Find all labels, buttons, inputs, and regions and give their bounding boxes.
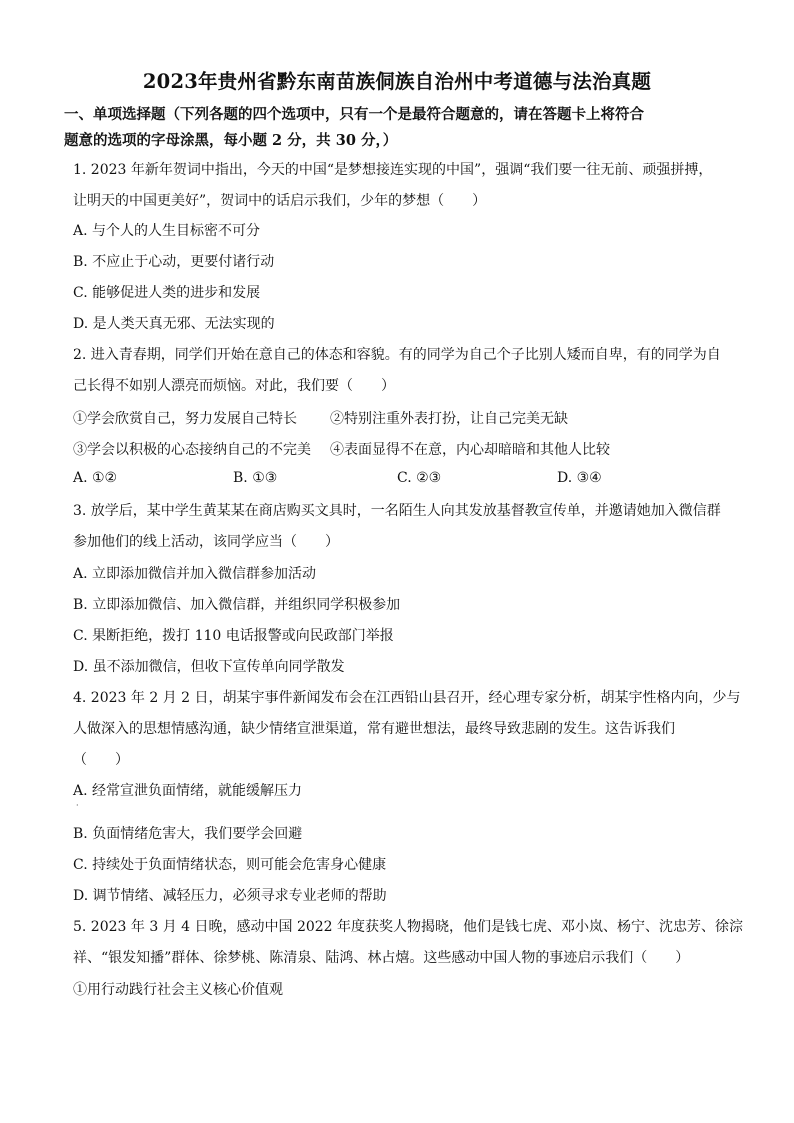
q2-option-b[interactable]: B. ①③ [233, 470, 278, 486]
q3-option-d[interactable]: D. 虽不添加微信，但收下宣传单向同学散发 [73, 659, 345, 675]
q4-option-d[interactable]: D. 调节情绪、减轻压力，必须寻求专业老师的帮助 [73, 888, 387, 904]
q1-option-d[interactable]: D. 是人类天真无邪、无法实现的 [73, 316, 275, 332]
q4-option-a[interactable]: A. 经常宣泄负面情绪，就能缓解压力 [73, 783, 303, 799]
q5-statement-1: ①用行动践行社会主义核心价值观 [73, 982, 283, 998]
q1-option-a[interactable]: A. 与个人的人生目标密不可分 [73, 223, 261, 239]
q2-statement-1: ①学会欣赏自己，努力发展自己特长 [73, 411, 297, 427]
q3-stem-line-1: 3. 放学后，某中学生黄某某在商店购买文具时，一名陌生人向其发放基督教宣传单，并邀请她加入微信群 [73, 503, 721, 519]
q2-option-d[interactable]: D. ③④ [557, 470, 602, 486]
page-title: 2023年贵州省黔东南苗族侗族自治州中考道德与法治真题 [142, 70, 652, 93]
section-heading-line-2: 题意的选项的字母涂黑，每小题 2 分，共 30 分，） [64, 132, 398, 149]
q2-option-c[interactable]: C. ②③ [397, 470, 442, 486]
q4-stem-line-2: 人做深入的思想情感沟通，缺少情绪宣泄渠道，常有避世想法，最终导致悲剧的发生。这告诉我们 [73, 721, 675, 737]
q4-stem-line-3: （ ） [73, 752, 129, 768]
q3-option-b[interactable]: B. 立即添加微信、加入微信群，并组织同学积极参加 [73, 597, 401, 613]
q2-option-a[interactable]: A. ①② [73, 470, 118, 486]
q4-stem-line-1: 4. 2023 年 2 月 2 日，胡某宇事件新闻发布会在江西铅山县召开，经心理专家分析，胡某宇性格内向，少与 [73, 690, 741, 706]
q1-stem-line-1: 1. 2023 年新年贺词中指出，今天的中国“是梦想接连实现的中国”，强调“我们要一往无前、顽强拼搏， [73, 162, 713, 178]
stray-dot-mark: · [76, 801, 79, 810]
q4-option-c[interactable]: C. 持续处于负面情绪状态，则可能会危害身心健康 [73, 857, 387, 873]
q3-option-c[interactable]: C. 果断拒绝，拨打 110 电话报警或向民政部门举报 [73, 628, 394, 644]
q5-stem-line-2: 祥、“银发知播”群体、徐梦桃、陈清泉、陆鸿、林占熺。这些感动中国人物的事迹启示我们（ ） [73, 950, 690, 966]
q1-stem-line-2: 让明天的中国更美好”，贺词中的话启示我们，少年的梦想（ ） [73, 193, 487, 209]
q3-stem-line-2: 参加他们的线上活动，该同学应当（ ） [73, 534, 339, 550]
q5-stem-line-1: 5. 2023 年 3 月 4 日晚，感动中国 2022 年度获奖人物揭晓，他们是钱七虎、邓小岚、杨宁、沈忠芳、徐淙 [73, 919, 744, 935]
q2-statement-4: ④表面显得不在意，内心却暗暗和其他人比较 [330, 442, 610, 458]
q2-stem-line-2: 己长得不如别人漂亮而烦恼。对此，我们要（ ） [73, 378, 395, 394]
section-heading-line-1: 一、单项选择题（下列各题的四个选项中，只有一个是最符合题意的，请在答题卡上将符合 [64, 106, 644, 123]
q2-stem-line-1: 2. 进入青春期，同学们开始在意自己的体态和容貌。有的同学为自己个子比别人矮而自卑，有的同学为自 [73, 347, 721, 363]
q2-statement-3: ③学会以积极的心态接纳自己的不完美 [73, 442, 311, 458]
q2-statement-2: ②特别注重外表打扮，让自己完美无缺 [330, 411, 568, 427]
q1-option-b[interactable]: B. 不应止于心动，更要付诸行动 [73, 254, 275, 270]
q1-option-c[interactable]: C. 能够促进人类的进步和发展 [73, 285, 261, 301]
q4-option-b[interactable]: B. 负面情绪危害大，我们要学会回避 [73, 826, 303, 842]
q3-option-a[interactable]: A. 立即添加微信并加入微信群参加活动 [73, 566, 317, 582]
